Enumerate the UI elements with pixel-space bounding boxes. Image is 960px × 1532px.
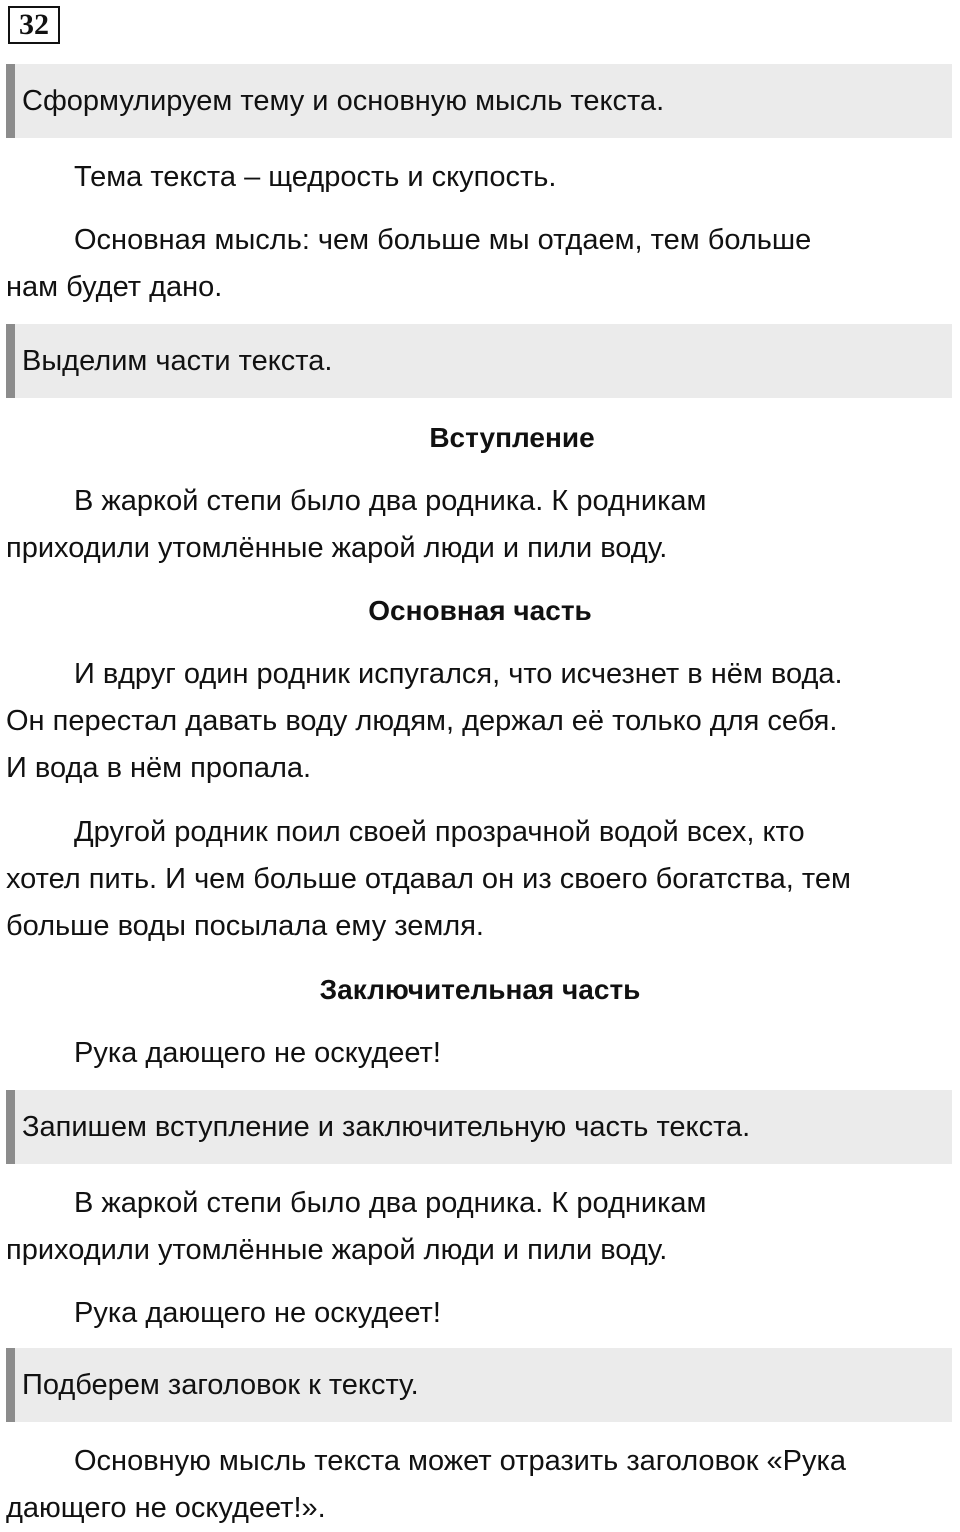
paragraph-line: И вдруг один родник испугался, что исчезнет в нём вода. [74, 658, 843, 690]
task-step-banner-title: Подберем заголовок к тексту. [6, 1348, 952, 1422]
paragraph-line: Другой родник поил своей прозрачной водой всех, кто [74, 816, 805, 848]
task-number-badge: 32 [8, 6, 60, 44]
paragraph-line: Рука дающего не оскудеет! [74, 1037, 441, 1069]
task-step-banner-write: Запишем вступление и заключительную часть текста. [6, 1090, 952, 1164]
paragraph-line: больше воды посылала ему земля. [6, 910, 484, 942]
task-step-banner-topic: Сформулируем тему и основную мысль текста. [6, 64, 952, 138]
paragraph-main-1 [6, 651, 946, 792]
paragraph-intro-copy [6, 1180, 946, 1274]
section-heading-intro: Вступление [429, 422, 595, 453]
paragraph-main-idea [6, 217, 946, 311]
paragraph-line: В жаркой степи было два родника. К родникам [74, 1187, 707, 1219]
paragraph-line: Основная мысль: чем больше мы отдаем, тем больше [74, 224, 812, 256]
paragraph-line: нам будет дано. [6, 271, 223, 303]
paragraph-conclusion-copy [6, 1290, 946, 1337]
paragraph-intro [6, 478, 946, 572]
paragraph-line: И вода в нём пропала. [6, 752, 312, 784]
section-heading-conclusion: Заключительная часть [319, 974, 641, 1005]
section-heading-main: Основная часть [368, 595, 592, 626]
paragraph-line: Рука дающего не оскудеет! [74, 1297, 441, 1329]
paragraph-line: Тема текста – щедрость и скупость. [74, 161, 557, 193]
paragraph-line: приходили утомлённые жарой люди и пили воду. [6, 532, 668, 564]
paragraph-line: Он перестал давать воду людям, держал её только для себя. [6, 705, 838, 737]
paragraph-conclusion [6, 1030, 946, 1077]
paragraph-line: В жаркой степи было два родника. К родникам [74, 485, 707, 517]
paragraph-topic [6, 154, 946, 201]
task-step-banner-parts: Выделим части текста. [6, 324, 952, 398]
paragraph-line: дающего не оскудеет!». [6, 1492, 326, 1524]
paragraph-line: Основную мысль текста может отразить заголовок «Рука [74, 1445, 846, 1477]
paragraph-main-2 [6, 809, 946, 950]
paragraph-line: хотел пить. И чем больше отдавал он из своего богатства, тем [6, 863, 851, 895]
paragraph-line: приходили утомлённые жарой люди и пили воду. [6, 1234, 668, 1266]
paragraph-title-choice [6, 1438, 946, 1532]
